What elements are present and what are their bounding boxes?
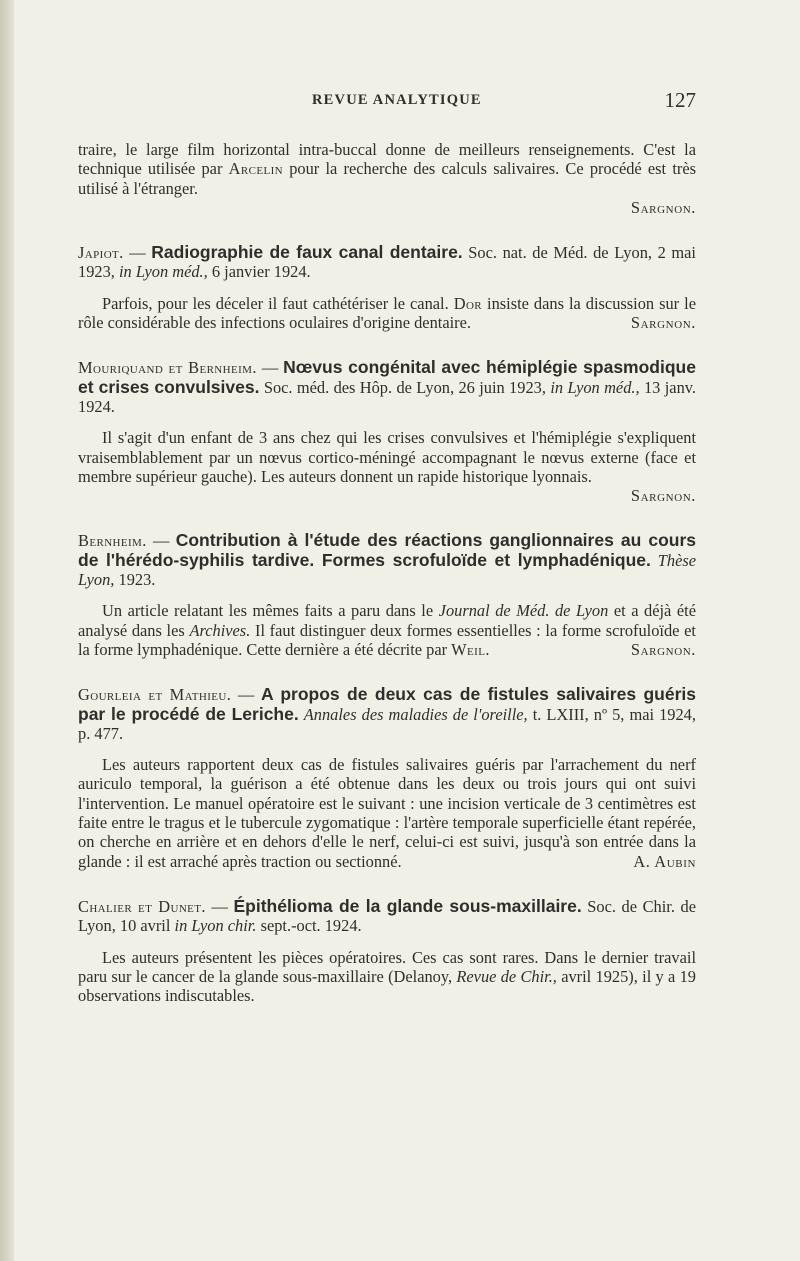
entry-0-signature: Sargnon. [630,197,696,217]
page-header [78,88,696,116]
entry-0-body: traire, le large film horizontal intra-buccal donne de meilleurs renseignements. C'est la technique utilisée par Arcelin pour la recherche des calculs salivaires. Ce procédé est très utilisé à l'étranger. [78,140,696,198]
entry-2-heading: Mouriquand et Bernheim. — Nœvus congénital avec hémiplégie spasmodique et crises convulsives. Soc. méd. des Hôp. de Lyon, 26 juin 1923, in Lyon méd., 13 janv. 1924. [78,357,696,416]
entry-2-body: Il s'agit d'un enfant de 3 ans chez qui les crises convulsives et l'hémiplégie s'expliquent vraisemblablement par un nœvus cortico-méningé accompagnant le nœvus externe (face et membre supérieur gauche). Les auteurs donnent un rapide historique lyonnais. [78,428,696,486]
entry-5-title: Épithélioma de la glande sous-maxillaire. [233,895,582,916]
cited-author: Arcelin [228,159,283,179]
page-number: 127 [664,88,696,112]
entry-1-author: Japiot. [78,243,124,263]
entry-2-author: Mouriquand et Bernheim. [78,358,257,378]
entry-3-author: Bernheim. [78,531,147,551]
entry-2-signature: Sargnon. [630,486,696,506]
entry-4-title: A propos de deux cas de fistules salivaires guéris par le procédé de Leriche. [78,684,696,724]
entry-3-title: Contribution à l'étude des réactions ganglionnaires au cours de l'hérédo-syphilis tardive. Formes scrofuloïde et lymphadénique. [78,530,696,570]
entry-5-heading: Chalier et Dunet. — Épithélioma de la glande sous-maxillaire. Soc. de Chir. de Lyon, 10 avril in Lyon chir. sept.-oct. 1924. [78,895,696,936]
entry-4-author: Gourleia et Mathieu. [78,685,232,705]
entry-4-heading: Gourleia et Mathieu. — A propos de deux cas de fistules salivaires guéris par le procédé de Leriche. Annales des maladies de l'oreille, t. LXIII, nº 5, mai 1924, p. 477. [78,684,696,743]
entry-3-body: Un article relatant les mêmes faits a paru dans le Journal de Méd. de Lyon et a déjà été analysé dans les Archives. Il faut distinguer deux formes essentielles : la forme scrofuloïde et la forme lymphadénique. Cette dernière a été décrite par Weil. Sargnon. [78,601,696,659]
entry-3-heading: Bernheim. — Contribution à l'étude des réactions ganglionnaires au cours de l'hérédo-syphilis tardive. Formes scrofuloïde et lymphadénique. Thèse Lyon, 1923. [78,530,697,590]
page-spine-shadow [0,0,14,1261]
entry-1-title: Radiographie de faux canal dentaire. [151,242,463,263]
entry-2-title: Nœvus congénital avec hémiplégie spasmodique et crises convulsives. [78,357,696,397]
entry-4-signature: A. Aubin [633,851,696,871]
entry-3-signature: Sargnon. [630,639,696,659]
entry-1-heading: Japiot. — Radiographie de faux canal dentaire. Soc. nat. de Méd. de Lyon, 2 mai 1923, in Lyon méd., 6 janvier 1924. [78,242,696,282]
entry-1-signature: Sargnon. [630,313,696,333]
entry-5-author: Chalier et Dunet. [78,896,206,916]
entry-5-body: Les auteurs présentent les pièces opératoires. Ces cas sont rares. Dans le dernier travail paru sur le cancer de la glande sous-maxillaire (Delanoy, Revue de Chir., avril 1925), il y a 19 observations indiscutables. [78,947,696,1006]
running-title: REVUE ANALYTIQUE [312,92,482,108]
entry-1-body: Parfois, pour les déceler il faut cathétériser le canal. Dor insiste dans la discussion sur le rôle considérable des infections oculaires d'origine dentaire. Sargnon. [78,293,696,333]
article-content [78,128,696,1005]
entry-4-body: Les auteurs rapportent deux cas de fistules salivaires guéris par l'arrachement du nerf auriculo temporal, la guérison a été obtenue dans les deux ou trois jours qui ont suivi l'intervention. Le manuel opératoire est le suivant : une incision verticale de 3 centimètres est faite entre le tragus et le tubercule zygomatique : l'artère temporale superficielle étant repérée, on cherche en arrière et en dehors d'elle le nerf, celui-ci est suivi, jusqu'à son entrée dans la glande : il est arraché après traction ou sectionné. A. Aubin [78,755,696,871]
cited-author: Dor [453,293,483,313]
cited-author: Weil. [451,639,490,659]
